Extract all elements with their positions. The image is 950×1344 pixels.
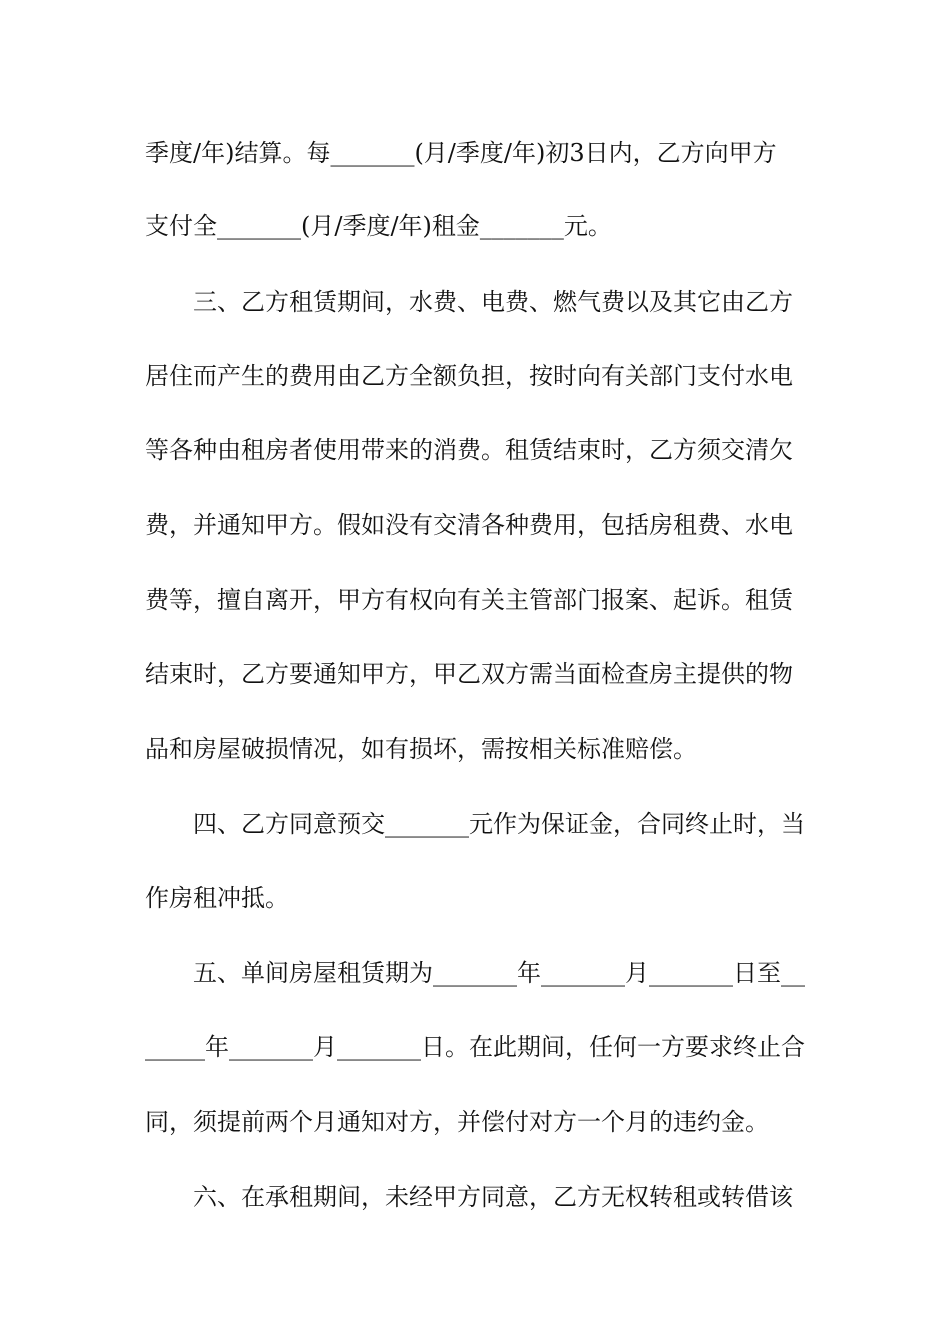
text-line: 等各种由租房者使用带来的消费。租赁结束时，乙方须交清欠 bbox=[145, 436, 793, 464]
text-line: 六、在承租期间，未经甲方同意，乙方无权转租或转借该 bbox=[193, 1183, 793, 1211]
text-line: 作房租冲抵。 bbox=[145, 884, 289, 912]
text-line: 四、乙方同意预交_______元作为保证金，合同终止时，当 bbox=[193, 810, 805, 838]
text-line: _____年_______月_______日。在此期间，任何一方要求终止合 bbox=[145, 1033, 805, 1061]
text-line: 费，并通知甲方。假如没有交清各种费用，包括房租费、水电 bbox=[145, 511, 793, 539]
text-line: 五、单间房屋租赁期为_______年_______月_______日至__ bbox=[193, 959, 805, 987]
text-line: 支付全_______(月/季度/年)租金_______元。 bbox=[145, 212, 612, 240]
text-line: 费等，擅自离开，甲方有权向有关主管部门报案、起诉。租赁 bbox=[145, 586, 793, 614]
text-line: 品和房屋破损情况，如有损坏，需按相关标准赔偿。 bbox=[145, 735, 697, 763]
text-line: 结束时，乙方要通知甲方，甲乙双方需当面检查房主提供的物 bbox=[145, 660, 793, 688]
text-line: 三、乙方租赁期间，水费、电费、燃气费以及其它由乙方 bbox=[193, 288, 793, 316]
text-line: 居住而产生的费用由乙方全额负担，按时向有关部门支付水电 bbox=[145, 362, 793, 390]
text-line: 同，须提前两个月通知对方，并偿付对方一个月的违约金。 bbox=[145, 1108, 769, 1136]
text-line: 季度/年)结算。每_______(月/季度/年)初3日内，乙方向甲方 bbox=[145, 139, 777, 167]
